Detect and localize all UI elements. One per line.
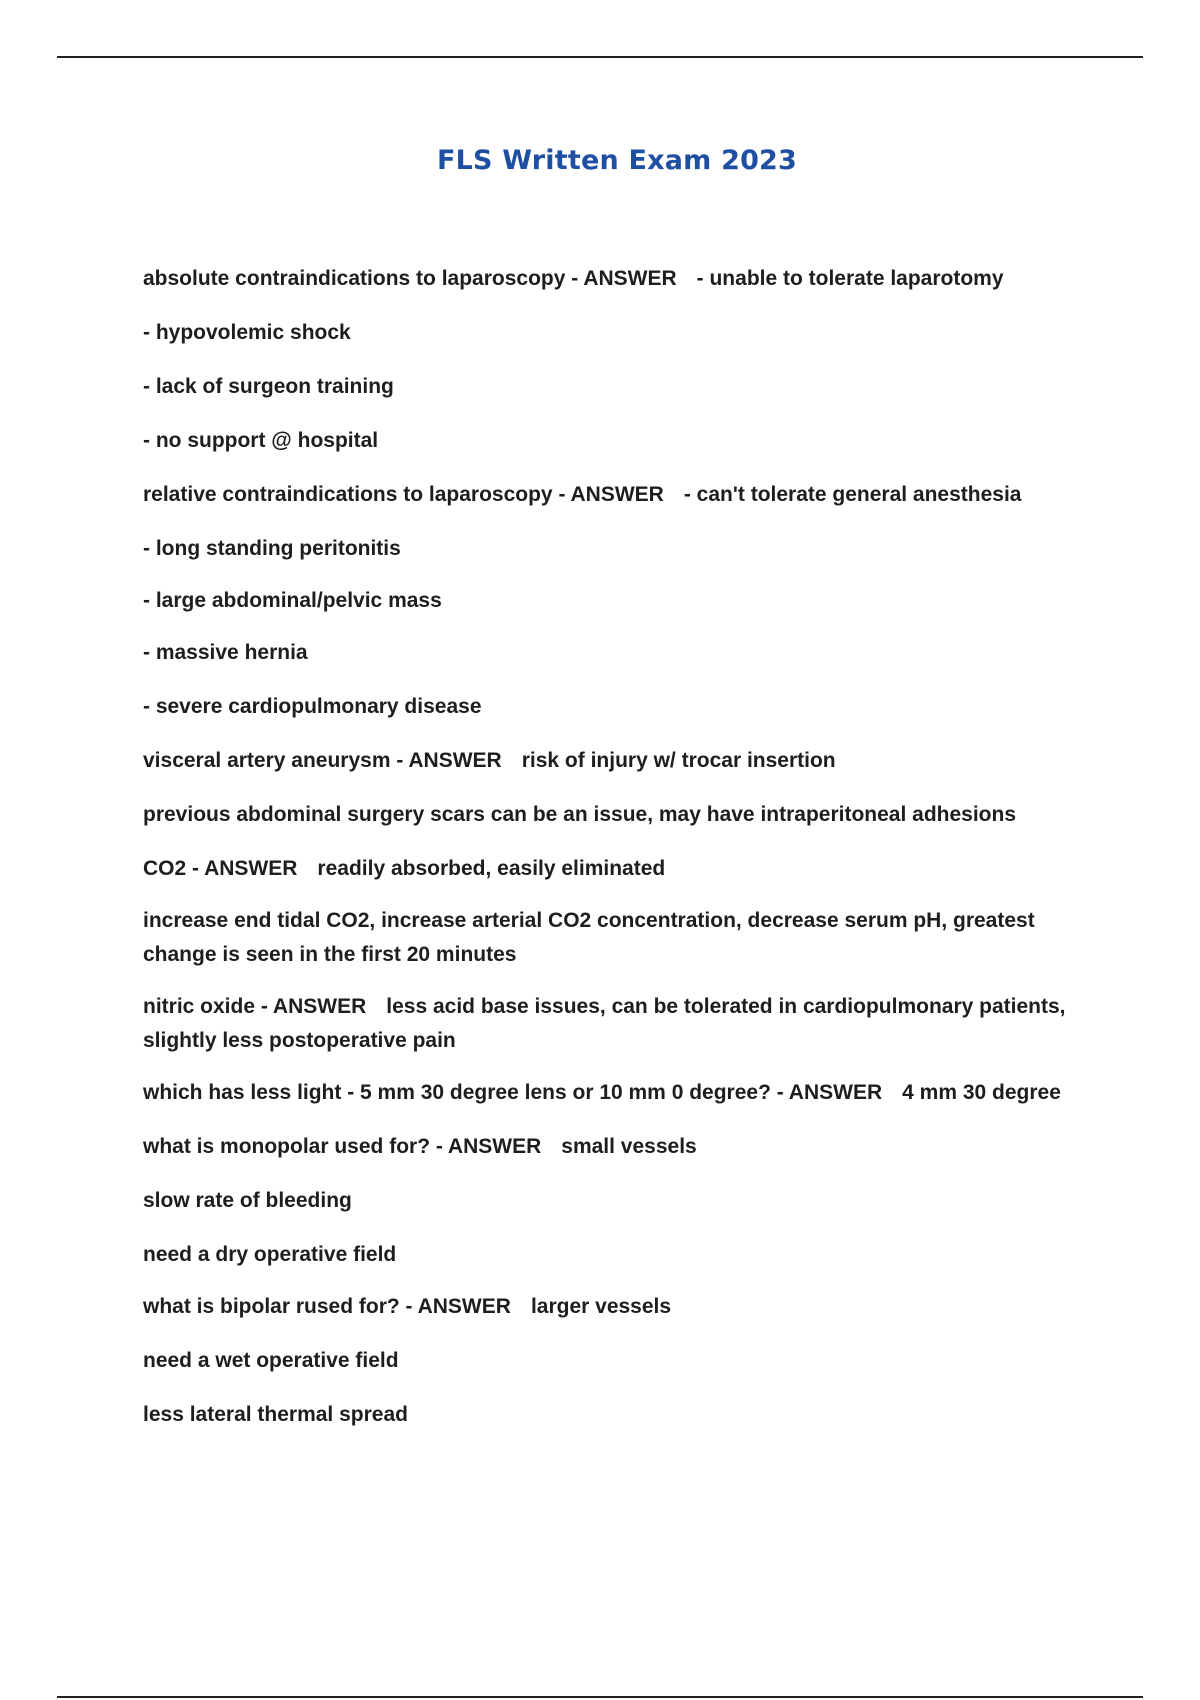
question-text: what is monopolar used for? bbox=[143, 1135, 431, 1158]
answer-label: ANSWER bbox=[788, 1081, 883, 1104]
answer-label: ANSWER bbox=[570, 483, 664, 506]
qa-entry: absolute contraindications to laparoscopy - ANSWER - unable to tolerate laparotomy bbox=[143, 267, 1004, 290]
list-item: - large abdominal/pelvic mass bbox=[143, 589, 442, 612]
question-text: what is bipolar rused for? bbox=[143, 1295, 400, 1318]
answer-text: 4 mm 30 degree bbox=[902, 1081, 1061, 1104]
answer-label: ANSWER bbox=[583, 267, 677, 290]
qa-entry: which has less light - 5 mm 30 degree lens or 10 mm 0 degree? - ANSWER 4 mm 30 degree bbox=[143, 1081, 1061, 1104]
question-text: CO2 bbox=[143, 857, 187, 880]
bottom-rule bbox=[57, 1696, 1143, 1698]
list-item: - hypovolemic shock bbox=[143, 321, 351, 344]
list-item: need a dry operative field bbox=[143, 1243, 397, 1266]
answer-label: ANSWER bbox=[272, 995, 367, 1018]
list-item: increase end tidal CO2, increase arterial CO2 concentration, decrease serum pH, greatest change is seen in the first 20 minutes bbox=[143, 909, 1035, 966]
answer-text: readily absorbed, easily eliminated bbox=[317, 857, 666, 880]
question-text: relative contraindications to laparoscopy bbox=[143, 483, 553, 506]
list-item: less lateral thermal spread bbox=[143, 1403, 408, 1426]
list-item: previous abdominal surgery scars can be an issue, may have intraperitoneal adhesions bbox=[143, 803, 1016, 826]
answer-text: larger vessels bbox=[530, 1295, 672, 1318]
list-item: - no support @ hospital bbox=[143, 429, 379, 452]
question-text: visceral artery aneurysm bbox=[143, 749, 391, 772]
question-text: which has less light - 5 mm 30 degree lens or 10 mm 0 degree? bbox=[143, 1081, 771, 1104]
answer-label: ANSWER bbox=[204, 857, 298, 880]
answer-text: - unable to tolerate laparotomy bbox=[696, 267, 1004, 290]
answer-label: ANSWER bbox=[408, 749, 502, 772]
question-text: absolute contraindications to laparoscopy bbox=[143, 267, 566, 290]
qa-entry: what is bipolar rused for? - ANSWER larger vessels bbox=[143, 1295, 672, 1318]
list-item: need a wet operative field bbox=[143, 1349, 399, 1372]
list-item: slow rate of bleeding bbox=[143, 1189, 352, 1212]
list-item: - lack of surgeon training bbox=[143, 375, 394, 398]
qa-entry: relative contraindications to laparoscopy - ANSWER - can't tolerate general anesthesia bbox=[143, 483, 1022, 506]
answer-text: small vessels bbox=[561, 1135, 697, 1158]
answer-label: ANSWER bbox=[417, 1295, 511, 1318]
question-text: nitric oxide bbox=[143, 995, 256, 1018]
list-item: - massive hernia bbox=[143, 641, 308, 664]
document-body bbox=[143, 262, 1083, 1452]
top-rule bbox=[57, 56, 1143, 58]
page-title: FLS Written Exam 2023 bbox=[436, 145, 798, 176]
qa-entry: what is monopolar used for? - ANSWER small vessels bbox=[143, 1135, 697, 1158]
list-item: - long standing peritonitis bbox=[143, 537, 401, 560]
qa-entry: CO2 - ANSWER readily absorbed, easily eliminated bbox=[143, 857, 666, 880]
answer-text: risk of injury w/ trocar insertion bbox=[521, 749, 836, 772]
answer-label: ANSWER bbox=[447, 1135, 542, 1158]
qa-entry: visceral artery aneurysm - ANSWER risk of injury w/ trocar insertion bbox=[143, 749, 836, 772]
answer-text: - can't tolerate general anesthesia bbox=[683, 483, 1022, 506]
qa-entry: nitric oxide - ANSWER less acid base issues, can be tolerated in cardiopulmonary patients, slightly less postoperative pain bbox=[143, 995, 1066, 1052]
answer-text: less acid base issues, can be tolerated in cardiopulmonary patients, slightly less postoperative pain bbox=[143, 995, 1066, 1052]
list-item: - severe cardiopulmonary disease bbox=[143, 695, 482, 718]
